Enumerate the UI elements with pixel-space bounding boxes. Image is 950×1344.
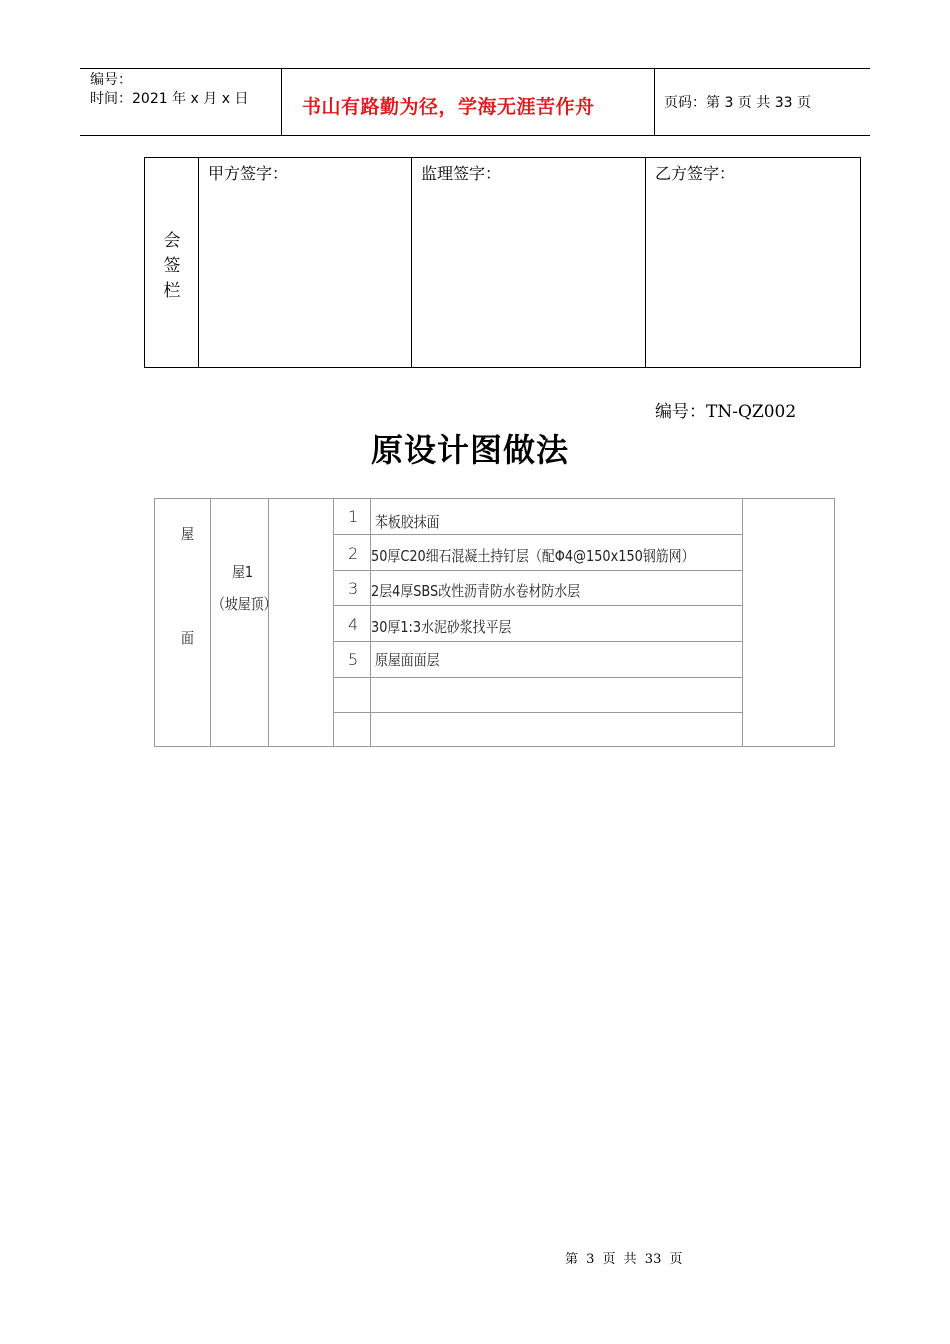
layer-number: 4 [348,615,359,634]
layer-description: 50厚C20细石混凝土持钉层（配Φ4@150x150钢筋网） [371,547,695,565]
design-table [154,498,835,747]
header-top-rule [80,68,870,69]
layer-description: 苯板胶抹面 [375,513,440,531]
party-a-signature-label: 甲方签字： [208,164,289,183]
sign-side-char: 栏 [163,281,181,301]
layer-description: 30厚1:3水泥砂浆找平层 [371,618,512,636]
grid-row-line [333,677,742,678]
header-number: 编号： [90,72,132,88]
sign-side-char: 签 [163,256,181,276]
grid-row-line [333,712,742,713]
party-b-signature-label: 乙方签字： [655,164,736,183]
layer-description: 原屋面面层 [375,651,440,669]
sign-col-divider-3 [645,158,646,367]
grid-col-line [742,499,743,746]
document-number: 编号：TN-QZ002 [655,402,797,422]
grid-col-line [268,499,269,746]
layer-number: 5 [348,650,359,669]
header-time: 时间：2021 年 x 月 x 日 [90,91,249,107]
grid-row-line [333,534,742,535]
category-char: 面 [181,629,194,647]
item-name: 屋1 [232,563,254,581]
grid-row-line [333,605,742,606]
header-divider-right [654,68,655,135]
layer-number: 1 [348,507,359,526]
grid-col-line [210,499,211,746]
category-char: 屋 [181,525,194,543]
layer-number: 2 [348,544,359,563]
header-page-info: 页码：第 3 页 共 33 页 [664,95,811,111]
sign-col-divider-1 [198,158,199,367]
supervisor-signature-label: 监理签字： [421,164,502,183]
layer-description: 2层4厚SBS改性沥青防水卷材防水层 [371,582,581,600]
grid-row-line [333,641,742,642]
grid-row-line [333,570,742,571]
layer-number: 3 [348,579,359,598]
sign-side-label [160,229,184,304]
header-bottom-rule [80,135,870,136]
grid-col-line [333,499,334,746]
sign-table [144,157,861,368]
page-footer: 第 3 页 共 33 页 [565,1252,683,1267]
header-divider-left [281,68,282,135]
item-note: （坡屋顶） [212,595,277,613]
header-motto: 书山有路勤为径，学海无涯苦作舟 [302,96,595,118]
sign-side-char: 会 [163,231,181,251]
page-title: 原设计图做法 [371,431,570,469]
sign-col-divider-2 [411,158,412,367]
